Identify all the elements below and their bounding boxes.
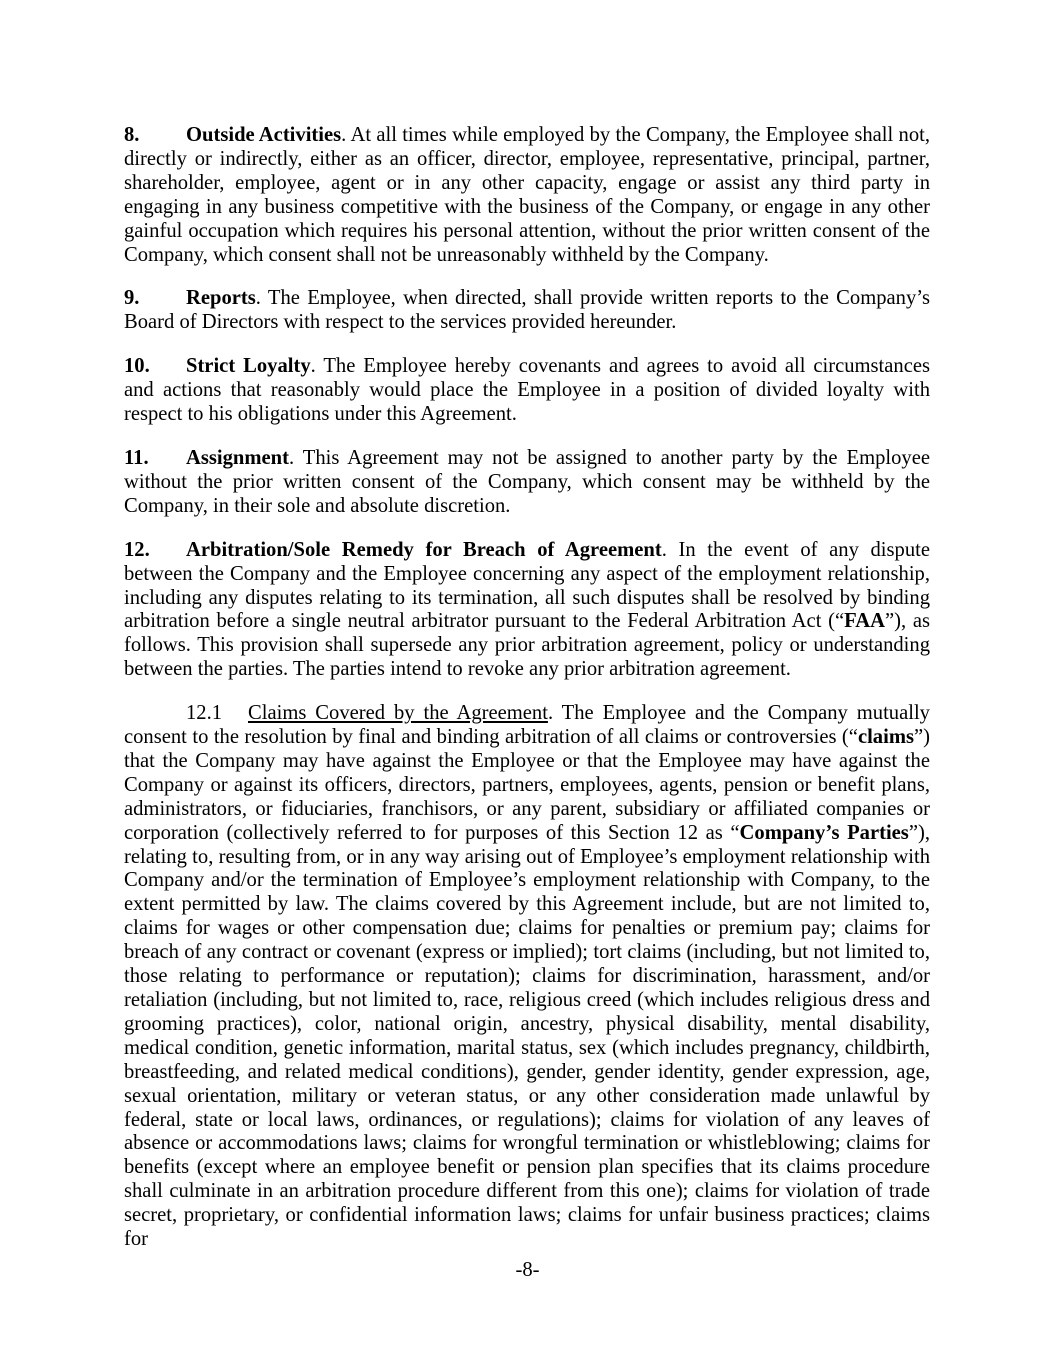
defined-term: Company’s Parties xyxy=(739,821,909,844)
subsection-body: ”) that the Company may have against the Employee or that the Employee may have against the Company or against its officers, directors, partners, employees, agents, pension or benefit plans, administrators, or fiduciaries, franchisors, or any parent, subsidiary or affiliated companies or corporation (collectively referred to for purposes of this Section 12 as “ xyxy=(124,726,930,844)
section-number: 10. xyxy=(124,355,150,378)
subsection-12-1 xyxy=(124,702,930,1252)
subsection-body: ”), relating to, resulting from, or in any way arising out of Employee’s employment relationship with Company and/or the termination of Employee’s employment relationship with Company, to the extent permitted by law. The claims covered by this Agreement include, but are not limited to, claims for wages or other compensation due; claims for penalties or premium pay; claims for breach of any contract or covenant (express or implied); tort claims (including, but not limited to, those relating to performance or reputation); claims for discrimination, harassment, and/or retaliation (including, but not limited to, race, religious creed (which includes religious dress and grooming practices), color, national origin, ancestry, physical disability, mental disability, medical condition, genetic information, marital status, sex (which includes pregnancy, childbirth, breastfeeding, and related medical conditions), gender, gender identity, gender expression, age, sexual orientation, military or veteran status, or any other consideration made unlawful by federal, state or local laws, ordinances, or regulations); claims for violation of any leaves of absence or accommodations laws; claims for wrongful termination or whistleblowing; claims for benefits (except where an employee benefit or pension plan specifies that its claims procedure shall culminate in an arbitration procedure different from this one); claims for violation of trade secret, proprietary, or confidential information laws; claims for unfair business practices; claims for xyxy=(124,821,930,1251)
subsection-heading: Claims Covered by the Agreement xyxy=(248,702,548,725)
defined-term: claims xyxy=(857,726,914,749)
section-heading: Strict Loyalty xyxy=(186,355,311,378)
section-heading: Reports xyxy=(186,287,256,310)
section-body: . At all times while employed by the Company, the Employee shall not, directly or indirectly, either as an officer, director, employee, representative, principal, partner, shareholder, employee, agent or in any other capacity, engage or assist any third party in engaging in any business competitive with the business of the Company, or engage in any other gainful occupation which requires his personal attention, without the prior written consent of the Company, which consent shall not be unreasonably withheld by the Company. xyxy=(124,124,930,266)
section-heading: Arbitration/Sole Remedy for Breach of Agreement xyxy=(186,538,662,561)
section-body: . This Agreement may not be assigned to another party by the Employee without the prior written consent of the Company, which consent may be withheld by the Company, in their sole and absolute discretion. xyxy=(124,446,930,517)
subsection-body: . The Employee and the Company mutually consent to the resolution by final and binding arbitration of all claims or controversies (“ xyxy=(124,702,930,749)
section-heading: Assignment xyxy=(186,446,289,469)
section-number: 8. xyxy=(124,124,140,146)
document-page xyxy=(124,124,930,1272)
section-12 xyxy=(124,539,930,682)
section-8 xyxy=(124,124,930,267)
page-number: -8- xyxy=(515,1259,540,1281)
subsection-number: 12.1 xyxy=(186,702,223,725)
section-body: . In the event of any dispute between the Company and the Employee concerning any aspect of the employment relationship, including any disputes relating to its termination, all such disputes shall be resolved by binding arbitration before a single neutral arbitrator pursuant to the Federal Arbitration Act (“ xyxy=(124,538,931,633)
section-10 xyxy=(124,355,930,427)
section-heading: Outside Activities xyxy=(186,124,342,146)
section-9 xyxy=(124,287,930,335)
section-body: ”), as follows. This provision shall supersede any prior arbitration agreement, policy or understanding between the parties. The parties intend to revoke any prior arbitration agreement. xyxy=(124,610,930,681)
section-number: 9. xyxy=(124,287,140,310)
section-body: . The Employee hereby covenants and agrees to avoid all circumstances and actions that reasonably would place the Employee in a position of divided loyalty with respect to his obligations under this Agreement. xyxy=(124,355,931,426)
section-11 xyxy=(124,447,930,519)
section-body: . The Employee, when directed, shall provide written reports to the Company’s Board of Directors with respect to the services provided hereunder. xyxy=(124,287,930,334)
section-number: 12. xyxy=(124,538,150,561)
defined-term: FAA xyxy=(844,610,885,633)
section-number: 11. xyxy=(124,446,149,469)
